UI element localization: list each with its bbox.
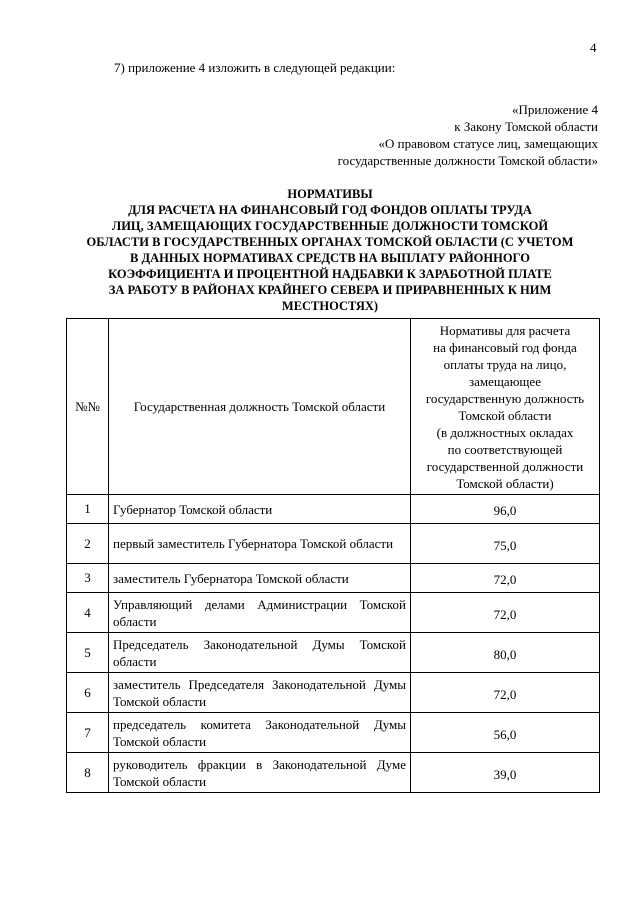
appendix-line: «Приложение 4 xyxy=(511,102,598,117)
table-row xyxy=(67,495,600,524)
document-title xyxy=(60,186,600,314)
appendix-header xyxy=(238,101,598,169)
table-row xyxy=(67,524,600,564)
row-number: 8 xyxy=(67,753,109,793)
title-line: В ДАННЫХ НОРМАТИВАХ СРЕДСТВ НА ВЫПЛАТУ РАЙОННОГО xyxy=(130,251,530,265)
row-number: 1 xyxy=(67,495,109,524)
table-row xyxy=(67,673,600,713)
row-position: Губернатор Томской области xyxy=(109,495,411,524)
row-number: 7 xyxy=(67,713,109,753)
intro-paragraph: 7) приложение 4 изложить в следующей редакции: xyxy=(114,60,396,75)
title-line: КОЭФФИЦИЕНТА И ПРОЦЕНТНОЙ НАДБАВКИ К ЗАРАБОТНОЙ ПЛАТЕ xyxy=(108,267,552,281)
row-value: 72,0 xyxy=(411,564,600,593)
table-row xyxy=(67,564,600,593)
row-value: 56,0 xyxy=(411,713,600,753)
title-line: ЛИЦ, ЗАМЕЩАЮЩИХ ГОСУДАРСТВЕННЫЕ ДОЛЖНОСТИ ТОМСКОЙ xyxy=(111,219,549,233)
row-position: Управляющий делами Администрации Томской области xyxy=(109,593,411,633)
column-header-norm-line: замещающее xyxy=(469,373,541,389)
row-position: заместитель Председателя Законодательной Думы Томской области xyxy=(109,673,411,713)
column-header-number: №№ xyxy=(67,319,109,495)
row-value: 72,0 xyxy=(411,593,600,633)
column-header-norm-line: Нормативы для расчета xyxy=(439,322,571,338)
row-position: первый заместитель Губернатора Томской области xyxy=(109,524,411,564)
row-number: 3 xyxy=(67,564,109,593)
row-position: Председатель Законодательной Думы Томской области xyxy=(109,633,411,673)
title-line: ДЛЯ РАСЧЕТА НА ФИНАНСОВЫЙ ГОД ФОНДОВ ОПЛАТЫ ТРУДА xyxy=(128,203,532,217)
row-number: 2 xyxy=(67,524,109,564)
appendix-line: «О правовом статусе лиц, замещающих xyxy=(378,136,598,151)
row-value: 80,0 xyxy=(411,633,600,673)
table-row xyxy=(67,713,600,753)
norms-table xyxy=(66,318,600,793)
appendix-line: к Закону Томской области xyxy=(454,119,598,134)
row-value: 75,0 xyxy=(411,524,600,564)
column-header-norm-line: Томской области) xyxy=(456,475,554,491)
column-header-norm-line: (в должностных окладах xyxy=(436,424,574,440)
row-number: 4 xyxy=(67,593,109,633)
column-header-norm-line: на финансовый год фонда xyxy=(433,339,577,355)
appendix-line: государственные должности Томской области» xyxy=(337,153,598,168)
row-value: 39,0 xyxy=(411,753,600,793)
row-number: 5 xyxy=(67,633,109,673)
column-header-norm-line: государственной должности xyxy=(426,458,584,474)
title-line: МЕСТНОСТЯХ) xyxy=(281,299,379,313)
table-header-row xyxy=(67,319,600,495)
page-number: 4 xyxy=(590,40,597,55)
column-header-norm-line: оплаты труда на лицо, xyxy=(443,356,567,372)
title-line: ОБЛАСТИ В ГОСУДАРСТВЕННЫХ ОРГАНАХ ТОМСКОЙ ОБЛАСТИ (С УЧЕТОМ xyxy=(86,235,574,249)
title-line: НОРМАТИВЫ xyxy=(287,187,373,201)
row-value: 96,0 xyxy=(411,495,600,524)
row-position: председатель комитета Законодательной Думы Томской области xyxy=(109,713,411,753)
row-number: 6 xyxy=(67,673,109,713)
column-header-norm-line: Томской области xyxy=(458,407,552,423)
column-header-position: Государственная должность Томской области xyxy=(109,319,411,495)
row-position: заместитель Губернатора Томской области xyxy=(109,564,411,593)
table-row xyxy=(67,753,600,793)
table-row xyxy=(67,593,600,633)
column-header-norm xyxy=(411,319,600,495)
column-header-norm-line: государственную должность xyxy=(425,390,585,406)
column-header-norm-line: по соответствующей xyxy=(447,441,563,457)
row-value: 72,0 xyxy=(411,673,600,713)
row-position: руководитель фракции в Законодательной Думе Томской области xyxy=(109,753,411,793)
table-row xyxy=(67,633,600,673)
title-line: ЗА РАБОТУ В РАЙОНАХ КРАЙНЕГО СЕВЕРА И ПРИРАВНЕННЫХ К НИМ xyxy=(108,283,552,297)
